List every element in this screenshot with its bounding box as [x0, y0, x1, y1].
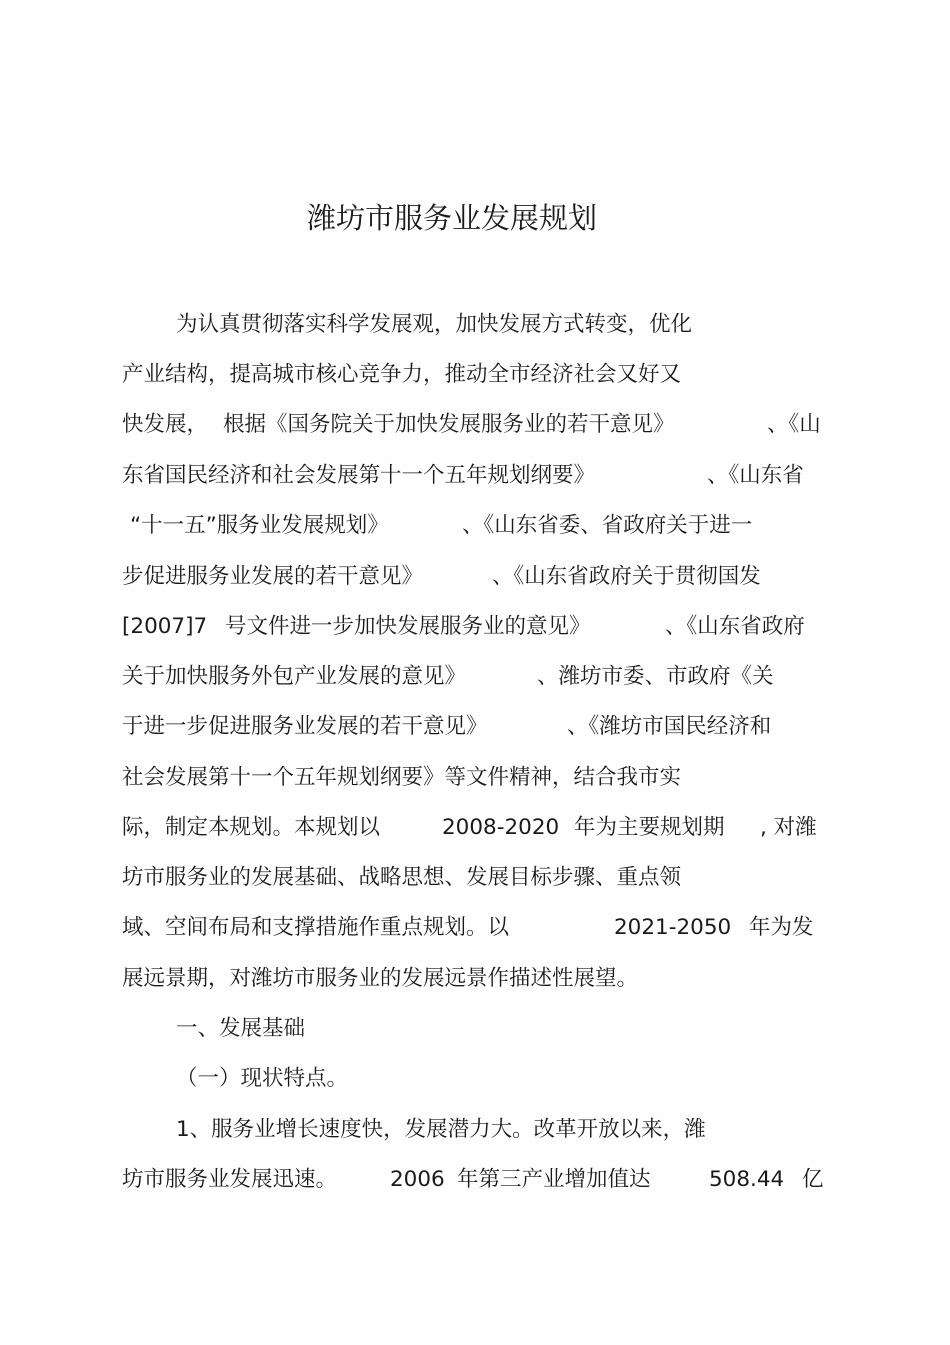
- text-segment: 号文件进一步加快发展服务业的意见》: [225, 614, 591, 639]
- text-segment: 2021-2050: [614, 915, 732, 940]
- text-segment: 508.44: [709, 1167, 785, 1192]
- text-segment: 、《山: [767, 412, 821, 437]
- text-segment: 展远景期，对潍坊市服务业的发展远景作描述性展望。: [122, 966, 639, 991]
- document-title: 潍坊市服务业发展规划: [306, 201, 597, 235]
- text-segment: 根据《国务院关于加快发展服务业的若干意见》: [223, 412, 675, 437]
- text-segment: 坊市服务业发展迅速。: [122, 1167, 338, 1192]
- text-segment: 年为主要规划期: [574, 815, 725, 840]
- text-segment: 关于加快服务外包产业发展的意见》: [122, 664, 467, 689]
- text-segment: 、《山东省委、省政府关于进一: [462, 513, 753, 538]
- text-segment: 域、空间布局和支撑措施作重点规划。以: [122, 915, 510, 940]
- text-segment: 、《山东省政府关于贯彻国发: [492, 564, 761, 589]
- text-segment: 快发展，: [122, 412, 209, 437]
- text-segment: 东省国民经济和社会发展第十一个五年规划纲要》: [122, 463, 596, 488]
- text-segment: 年第三产业增加值达: [457, 1167, 651, 1192]
- text-segment: 产业结构，提高城市核心竞争力，推动全市经济社会又好又: [122, 362, 682, 387]
- text-segment: 2008-2020: [442, 815, 560, 840]
- text-segment: 为认真贯彻落实科学发展观，加快发展方式转变，优化: [176, 312, 693, 337]
- text-segment: 社会发展第十一个五年规划纲要》等文件精神，结合我市实: [122, 765, 682, 790]
- text-segment: 、《山东省: [707, 463, 804, 488]
- text-segment: 坊市服务业的发展基础、战略思想、发展目标步骤、重点领: [122, 865, 682, 890]
- text-segment: [2007]7: [122, 614, 208, 639]
- text-segment: 一、发展基础: [176, 1016, 306, 1041]
- text-segment: （一）现状特点。: [176, 1066, 349, 1091]
- text-segment: “十一五”服务业发展规划》: [130, 513, 389, 538]
- text-segment: , 对潍: [760, 815, 817, 840]
- text-segment: 2006: [390, 1167, 445, 1192]
- text-segment: 年为发: [749, 915, 814, 940]
- text-segment: 步促进服务业发展的若干意见》: [122, 564, 424, 589]
- text-segment: 1、服务业增长速度快，发展潜力大。改革开放以来，潍: [176, 1117, 706, 1142]
- text-segment: 、潍坊市委、市政府《关: [537, 664, 774, 689]
- text-segment: 、《潍坊市国民经济和: [567, 714, 772, 739]
- text-segment: 于进一步促进服务业发展的若干意见》: [122, 714, 488, 739]
- text-segment: 亿: [802, 1167, 824, 1192]
- text-segment: 、《山东省政府: [665, 614, 805, 639]
- text-segment: 际，制定本规划。本规划以: [122, 815, 381, 840]
